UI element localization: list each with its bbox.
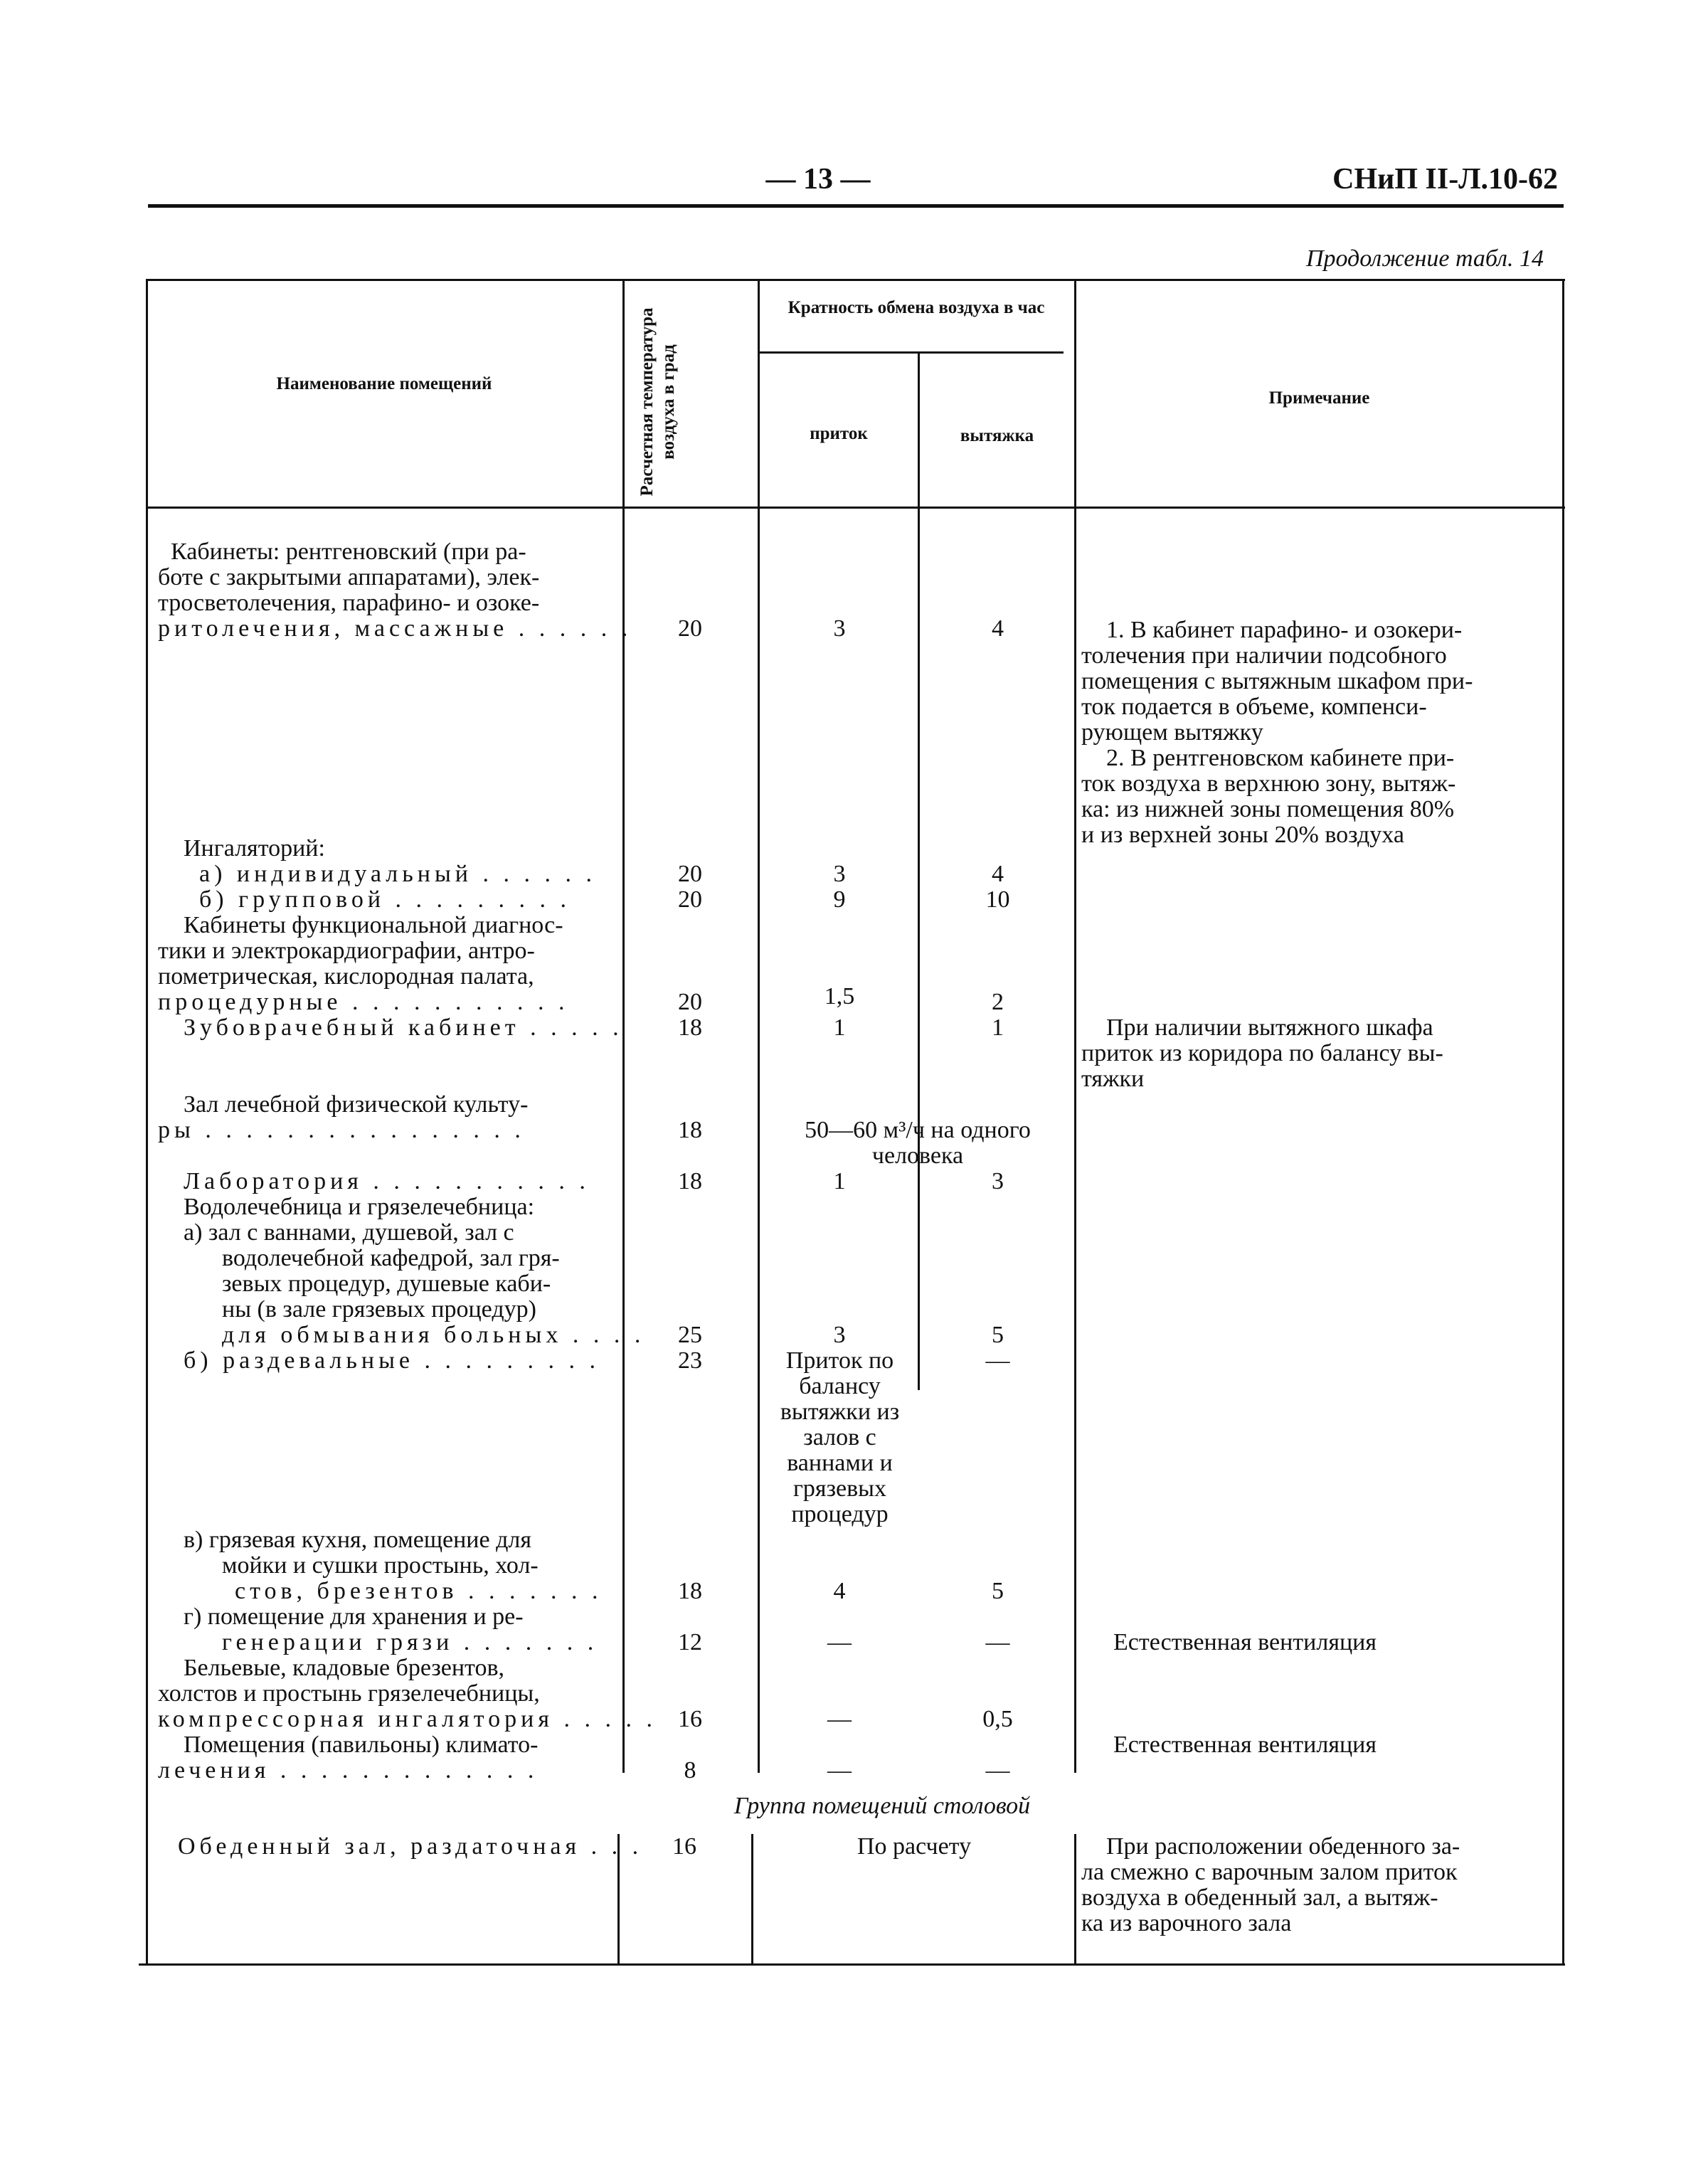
section-label: Ингаляторий: xyxy=(184,835,325,862)
table-continuation-label: Продолжение табл. 14 xyxy=(1305,245,1544,272)
header-exhaust: вытяжка xyxy=(960,426,1034,445)
section-label: Водолечебница и грязелечебница: xyxy=(184,1194,535,1220)
header-supply: приток xyxy=(810,424,868,443)
page-number: — 13 — xyxy=(765,163,871,196)
header-rule xyxy=(148,204,1564,208)
header-note: Примечание xyxy=(1268,388,1370,408)
header-temperature: Расчетная температура воздуха в град xyxy=(637,307,678,497)
document-code: СНиП II-Л.10-62 xyxy=(1332,163,1558,196)
header-exchange-rate: Кратность обмена воздуха в час xyxy=(788,298,1045,317)
header-name: Наименование помещений xyxy=(276,374,492,393)
group-title: Группа помещений столовой xyxy=(733,1793,1031,1819)
